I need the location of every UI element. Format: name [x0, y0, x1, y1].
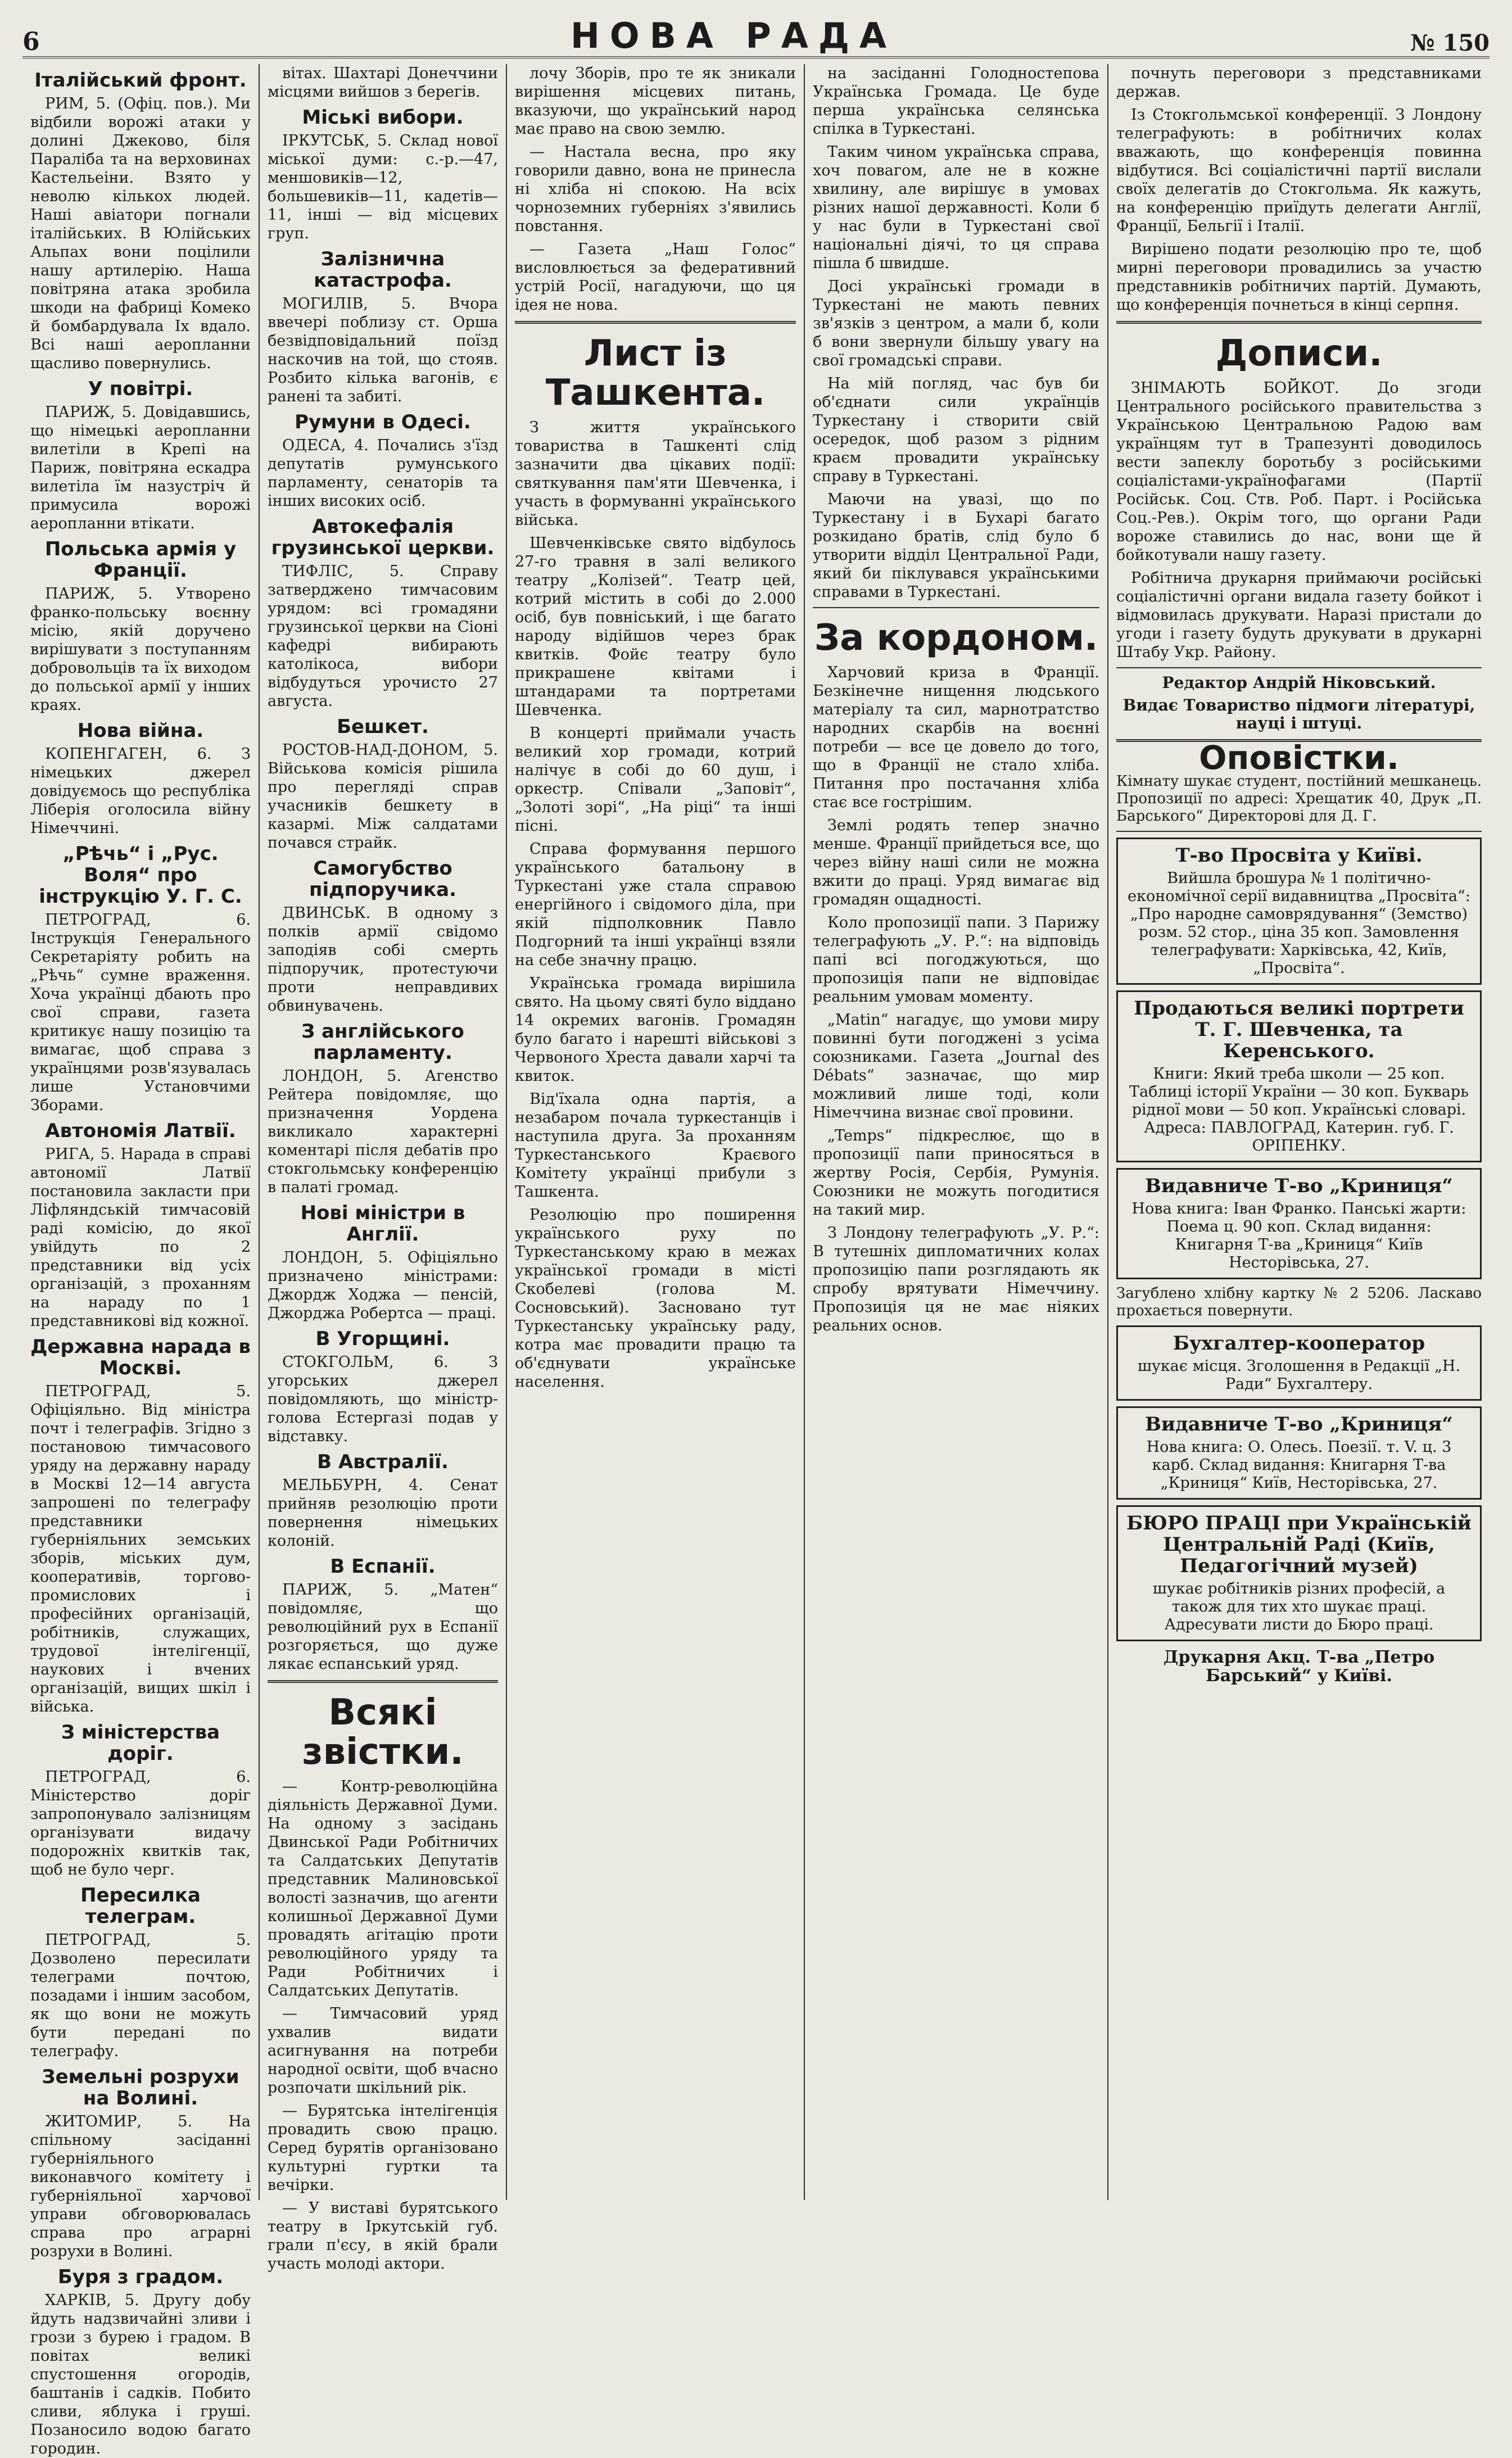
masthead: [22, 12, 1490, 58]
heading-new-war: Нова війна.: [77, 719, 204, 742]
heading-storm: Буря з градом.: [57, 2266, 224, 2288]
divider: [813, 607, 1099, 608]
article-telegram: ПЕТРОГРАД, 5. Дозволено пересилати телеграми почтою, позадами і іншим засобом, як що вони не можуть бути передані по телеграфу.: [30, 1931, 251, 2060]
article-elections: ІРКУТСЬК, 5. Склад нової міської думи: с.-р.—47, меншовиків—12, большевиків—11, кадетів—11, інші — від місцевих груп.: [268, 132, 498, 242]
article-abroad-5: „Temps“ підкреслює, що в пропозиції папи приносяться в жертву Росія, Сербія, Румунія. Союзники не можуть погодитися на такий мир.: [813, 1127, 1099, 1219]
article-letter-6: Від'їхала одна партія, а незабаром почала туркестанців і наступила друга. За проханням Туркестанського Краєвого Комітету українці прибули з Ташкента.: [515, 1090, 796, 1201]
columns: [22, 64, 1490, 2457]
article-letter-1: З життя українського товариства в Ташкенті слід зазначити два цікавих події: святкування пам'яти Шевченка, і участь в формуванні українського війська.: [515, 419, 796, 529]
article-italian-front: РИМ, 5. (Офіц. пов.). Ми відбили ворожі атаки у долині Джеково, біля Параліба та на верховинах Кастельеіни. Взято у неволю кількох людей. Наші авіатори погнали італійських. В Юлійських Альпах вони поцілили нашу артилерію. Наша повітряна атака зробила шкоди на фабриці Комеко й бомбардувала Іх вдало. Всі наші аеропланни щасливо повернулись.: [30, 95, 251, 372]
column-5: [1107, 64, 1490, 2200]
ad-accountant-title: Бухгалтер-кооператор: [1173, 1332, 1425, 1355]
ad-krynytsia-text: Нова книга: Іван Франко. Панські жарти: Поема ц. 90 коп. Склад видання: Книгарня Т-ва „Криниця“ Київ Несторівська, 27.: [1131, 1200, 1466, 1271]
ad-krynytsia: [1116, 1168, 1482, 1279]
newspaper-title: НОВА РАДА: [570, 15, 897, 56]
article-news-3: — Бурятська інтелігенція провадить свою працю. Серед бурятів організовано культурні гуртки та вечірки.: [268, 2102, 498, 2194]
heading-telegram: Пересилка телеграм.: [80, 1884, 201, 1928]
ad-portraits-title: Продаються великі портрети Т. Г. Шевченка, та Керенського.: [1134, 997, 1464, 1062]
divider: [1116, 831, 1482, 832]
ad-room: Кімнату шукає студент, постійний мешканець. Пропозиції по адресі: Хрещатик 40, Друк „П. Барського“ Директорові для Д. Г.: [1116, 773, 1482, 825]
issue-number: № 150: [1410, 30, 1490, 56]
ad-prosvita-title: Т-во Просвіта у Київі.: [1175, 844, 1423, 867]
article-letter-4: Справа формування першого українського батальону в Туркестані уже стала справою енергійного і свідомого діла, при якій підполковник Павло Подгорний та інші українці взяли на себе значну працю.: [515, 840, 796, 969]
heading-georgia: Автокефалія грузинської церкви.: [271, 515, 495, 559]
article-para-2: Досі українські громади в Туркестані не мають певних зв'язків з центром, а мали б, коли б вони звернули більшу увагу на свої громадські справи.: [813, 278, 1099, 369]
article-abroad-6: З Лондону телеграфують „У. Р.“: В тутешніх дипломатичних колах пропозицію папи розглядають як спробу врятувати Німеччину. Пропозиція ця не має ніяких реальних основ.: [813, 1224, 1099, 1334]
ad-lost: Загублено хлібну картку № 2 5206. Ласкаво прохається повернути.: [1116, 1285, 1482, 1319]
article-new-war: КОПЕНГАГЕН, 6. З німецьких джерел довідуємось що республіка Ліберія оголосила війну Німеччині.: [30, 745, 251, 837]
article-dopys-1: ЗНІМАЮТЬ БОЙКОТ. До згоди Центрального російського правительства з Українською Центральною Радою вам українцям тут в Трапезунті доводилось вести запеклу боротьбу з російськими соціалістами-українофагами (Партії Російськ. Соц. Ств. Роб. Парт. і Російська Соц.-Рев.). Окрім того, що органи Ради вороже ставились до нас, вони ще й бойкотували нашу газету.: [1116, 379, 1482, 564]
article-revolt: РОСТОВ-НАД-ДОНОМ, 5. Військова комісія рішила про перегляді справ учасників бешкету в казармі. Між салдатами почався страйк.: [268, 741, 498, 852]
article-abroad-4: „Matin“ нагадує, що умови миру повинні бути погоджені з усіма союзниками. Газета „Journal des Débats“ зазначає, що мир можливий лише тоді, коли Німеччина визнає свої провини.: [813, 1011, 1099, 1121]
article-letter-5: Українська громада вирішила свято. На цьому святі було віддано 14 окремих вагонів. Громадян було багато і нарешті військові з Червоного Хреста давали харчі та квиток.: [515, 975, 796, 1085]
article-top-3: — Газета „Наш Голос“ висловлюється за федеративний устрій Росії, нагадуючи, що ця ідея не нова.: [515, 241, 796, 314]
article-georgia: ТИФЛІС, 5. Справу затверджено тимчасовим урядом: всі громадяни грузинської церкви на Сіоні кафедрі вибирають католікоса, вибори відбудуться урочисто 27 августа.: [268, 563, 498, 710]
publisher-line: Видає Товариство підмоги літературі, науці і штуці.: [1122, 696, 1475, 732]
article-abroad-1: Харчовий криза в Франції. Безкінечне нищення людського матеріалу та сил, марнотратство народних скарбів на воєнні потреби — все це довело до того, що в Франції не стало хліба. Питання про постачання хліба стає все гострішим.: [813, 664, 1099, 811]
article-para-4: Маючи на увазі, що по Туркестану і в Бухарі багато розкидано братів, слід було б утворити відділ Центральної Ради, який би піклувався українськими справами в Туркестані.: [813, 491, 1099, 601]
heading-rail: З міністерства доріг.: [61, 1721, 220, 1765]
heading-catastrophe: Залізнична катастрофа.: [314, 248, 452, 292]
column-2: [259, 64, 506, 2273]
article-ministers: ЛОНДОН, 5. Офіціяльно призначено міністрами: Джордж Ходжа — пенсій, Джорджа Робертса — праці.: [268, 1249, 498, 1322]
heading-elections: Міські вибори.: [302, 106, 464, 129]
ad-krynytsia-title: Видавниче Т-во „Криниця“: [1145, 1175, 1453, 1197]
article-top: лочу Зборів, про те як зникали вирішення місцевих питань, вказуючи, що український народ має право на свою землю.: [515, 65, 796, 138]
editor-line: Редактор Андрій Ніковський.: [1162, 673, 1436, 692]
ad-bureau-title: БЮРО ПРАЦІ при Українській Центральній Раді (Київ, Педагогічний музей): [1126, 1512, 1472, 1577]
heading-italian-front: Італійський фронт.: [34, 69, 247, 92]
article-spain: ПАРИЖ, 5. „Матен“ повідомляє, що революційний рух в Еспанії розгоряється, що дуже лякає еспанський уряд.: [268, 1581, 498, 1673]
heading-spain: В Еспанії.: [330, 1555, 436, 1578]
article-rech: ПЕТРОГРАД, 6. Інструкція Генерального Секретаріяту робить на „Рѣчь“ сумне враження. Хоча українці дбають про свої справи, газета критикує нашу позицію та вимагає, щоб справа з українцями розв'язувалась лише Установчими Зборами.: [30, 911, 251, 1114]
heading-sabotage: Самогубство підпоручика.: [309, 857, 457, 901]
heading-air: У повітрі.: [88, 378, 193, 400]
heading-rech: „Рѣчь“ і „Рус. Воля“ про інструкцію У. Г. С.: [39, 843, 242, 908]
article-top-2: — Настала весна, про яку говорили давно, вона не принесла ні хліба ні спокою. На всіх чорноземних губерніях з'явились повстання.: [515, 143, 796, 235]
ad-krynytsia-2-text: Нова книга: О. Олесь. Поезії. т. V. ц. 3 карб. Склад видання: Книгарня Т-ва „Криниця“ Київ, Несторівська, 27.: [1146, 1438, 1452, 1492]
column-4: [804, 64, 1107, 2200]
ad-bureau: [1116, 1505, 1482, 1641]
article-abroad-3: Коло пропозиції папи. З Парижу телеграфують „У. Р.“: на відповідь папі всі погоджуються, що пропозиція папи не відповідає реальним умовам моменту.: [813, 914, 1099, 1006]
article-rail: ПЕТРОГРАД, 6. Міністерство доріг запропонувало залізницям організувати видачу подорожніх квитків так, щоб не було черг.: [30, 1768, 251, 1878]
divider: [1116, 321, 1482, 324]
article-latvia: РИГА, 5. Нарада в справі автономії Латвії постановила закласти при Ліфляндській тимчасовій раді комісію, до якої увійдуть по 2 представники від усіх організацій, з проханням на нараду по 1 представникові від кожної.: [30, 1146, 251, 1330]
article-para-3: На мій погляд, час був би об'єднати сили українців Туркестану і створити свій осередок, щоб разом з рідним краєм провадити українську справу в Туркестані.: [813, 375, 1099, 485]
heading-moscow: Державна нарада в Москві.: [30, 1336, 251, 1379]
article-air: ПАРИЖ, 5. Довідавшись, що німецькі аеропланни вилетіли в Крепі на Париж, повітряна ескадра вилетіла їм назустріч й примусила ворожі аеропланни втікати.: [30, 404, 251, 532]
heading-abroad: За кордоном.: [814, 617, 1098, 659]
heading-odesa: Румуни в Одесі.: [295, 411, 471, 433]
article-top: почнуть переговори з представниками держав.: [1116, 65, 1482, 101]
article-news-2: — Тимчасовий уряд ухвалив видати асигнування на потреби народної освіти, щоб вчасно розпочати шкільний рік.: [268, 2005, 498, 2097]
article-volyn: ЖИТОМИР, 5. На спільному засіданні губерніяльного виконавчого комітету і губерніяльної харчової управи обговорювалась справа про аграрні розрухи в Волині.: [30, 2113, 251, 2260]
heading-announcements: Оповістки.: [1199, 739, 1399, 777]
article-top: на засіданні Голодностепова Українська Громада. Це буде перша українська селянська спілка в Туркестані.: [813, 65, 1099, 138]
column-1: [22, 64, 259, 2457]
article-polish-army: ПАРИЖ, 5. Утворено франко-польську воєнну місію, якій доручено вирішувати з поступанням добровольців та їх виходом до польської армії у інших краях.: [30, 585, 251, 714]
article-catastrophe: МОГИЛІВ, 5. Вчора ввечері поблизу ст. Орша безвідповідальний поїзд наскочив на той, що стояв. Розбито кілька вагонів, є ранені та забиті.: [268, 295, 498, 405]
article-letter-3: В концерті приймали участь великий хор громади, котрий налічує в собі до 60 душ, і оркестр. Співали „Заповіт“, „Золоті зорі“, „На ріці“ та інші пісні.: [515, 725, 796, 835]
heading-latvia: Автономія Латвії.: [45, 1120, 236, 1142]
printer-footer: Друкарня Акц. Т-ва „Петро Барський“ у Київі.: [1163, 1647, 1435, 1686]
article-dopys-2: Робітнича друкарня приймаючи російські соціалістичні органи видала газету бойкот і відмовилась друкувати. Наразі пристали до угоди і газету будуть друкувати в друкарні Штабу Укр. Району.: [1116, 569, 1482, 661]
column-3: [506, 64, 804, 2200]
ad-prosvita: [1116, 838, 1482, 985]
article-letter-2: Шевченківське свято відбулось 27-го травня в залі великого театру „Колізей“. Театр цей, котрий містить в собі до 2.000 осіб, був повніський, і ще багато народу відійшов через брак квитків. Фойє театру було прикрашене квітами і штандарами та портретами Шевченка.: [515, 535, 796, 719]
article-sabotage: ДВИНСЬК. В одному з полків армії свідомо заподіяв собі смерть підпоручик, протестуючи проти неправдивих обвинувачень.: [268, 904, 498, 1015]
article-hungary: СТОКГОЛЬМ, 6. З угорських джерел повідомляють, що міністр-голова Естергазі подав у відставку.: [268, 1354, 498, 1445]
article-intro: вітах. Шахтарі Донеччини місцями вийшов з берегів.: [268, 65, 498, 101]
ad-prosvita-text: Вийшла брошура № 1 політично-економічної серії видавництва „Просвіта“: „Про народне самоврядування“ (Земство) розм. 52 стор., ціна 35 коп. Замовлення телеграфувати: Харківська, 42, Київ, „Просвіта“.: [1128, 870, 1470, 977]
heading-revolt: Бешкет.: [337, 716, 429, 738]
heading-letter-tashkent: Лист із Ташкента.: [545, 333, 766, 414]
heading-ministers: Нові міністри в Англії.: [300, 1202, 465, 1246]
article-storm: ХАРКІВ, 5. Другу добу йдуть надзвичайні зливи і грози з бурею і градом. В повітах великі спустошення огородів, баштанів і садків. Побито сливи, яблука і груші. Позаносило водою багато городин.: [30, 2292, 251, 2457]
divider: [1116, 667, 1482, 668]
heading-volyn: Земельні розрухи на Волині.: [42, 2066, 239, 2110]
ad-portraits-text: Книги: Який треба школи — 25 коп. Таблиці історії України — 30 коп. Букварь рідної мови — 50 коп. Українські словарі. Адреса: ПАВЛОГРАД, Катерин. губ. Г. ОРІПЕНКУ.: [1129, 1065, 1469, 1155]
article-top-2: Із Стокгольмської конференції. З Лондону телеграфують: в робітничих колах вважають, що конференція повинна відбутися. Всі соціалістичні партії вислали своїх делегатів до Стокгольма. Як кажуть, на конференцію приїдуть делегати Англії, Франції, Бельгії і Італії.: [1116, 106, 1482, 235]
article-australia: МЕЛЬБУРН, 4. Сенат прийняв резолюцію проти повернення німецьких колоній.: [268, 1477, 498, 1550]
article-news-4: — У виставі бурятського театру в Іркутській губ. грали п'єсу, в якій брали участь молоді актори.: [268, 2199, 498, 2273]
article-top-3: Вирішено подати резолюцію про те, щоб мирні переговори провадились за участю представників робітничих партій. Думають, що конференція почнеться в кінці серпня.: [1116, 241, 1482, 314]
article-letter-7: Резолюцію про поширення українського руху по Туркестанському краю в межах української громади в місті Скобелеві (голова М. Сосновський). Засновано тут Туркестанську українську раду, котра має провадити працю та об'єднувати українське населення.: [515, 1206, 796, 1391]
ad-bureau-text: шукає робітників різних професій, а також для тих хто шукає праці. Адресувати листи до Бюро праці.: [1152, 1580, 1446, 1633]
ad-krynytsia-2-title: Видавниче Т-во „Криниця“: [1145, 1413, 1453, 1436]
article-odesa: ОДЕСА, 4. Почались з'їзд депутатів румунського парламенту, сенаторів та інших високих осіб.: [268, 437, 498, 510]
article-news-1: — Контр-революційна діяльність Державної Думи. На одному з засідань Двинської Ради Робітничих та Салдатських Депутатів представник Малиновської волості зазначив, що агенти колишньої Державної Думи провадять агітацію проти революційного уряду та Ради Робітничих і Салдатських Депутатів.: [268, 1778, 498, 1999]
heading-polish-army: Польська армія у Франції.: [44, 538, 237, 582]
heading-hungary: В Угорщині.: [315, 1328, 450, 1350]
article-abroad-2: Землі родять тепер значно менше. Франції прийдеться все, що через війну наші сили не можна вжити до праці. Уряд вимагає від громадян ощадності.: [813, 817, 1099, 908]
heading-dopysy: Дописи.: [1215, 333, 1383, 374]
ad-portraits: [1116, 990, 1482, 1162]
divider: [268, 1680, 498, 1683]
article-parliament: ЛОНДОН, 5. Агенство Рейтера повідомляє, що призначення Уордена викликало характерні коментарі після дебатів про стокгольмську конференцію в палаті громад.: [268, 1067, 498, 1196]
article-moscow: ПЕТРОГРАД, 5. Офіціяльно. Від міністра почт і телеграфів. Згідно з постановою тимчасового уряду на державну нараду в Москві 12—14 августа запрошені по телеграфу представники губерніяльних земських зборів, міських дум, кооперативів, торгово-промислових і професійних організацій, робітників, служащих, трудової інтелігенції, наукових і вчених організацій, вищих шкіл і війська.: [30, 1383, 251, 1715]
heading-australia: В Австралії.: [317, 1451, 449, 1473]
heading-parliament: З англійського парламенту.: [301, 1020, 464, 1064]
ad-krynytsia-2: [1116, 1406, 1482, 1500]
page-number: 6: [22, 28, 40, 56]
ad-accountant-text: шукає місця. Зголошення в Редакції „Н. Ради“ Бухгалтеру.: [1137, 1357, 1461, 1393]
divider: [515, 321, 796, 324]
article-para-1: Таким чином українська справа, хоч повагом, але не в кожне хвилину, але вирішує в умовах різних нашої державності. Коли б у нас були в Туркестані свої національні діячі, то ця справа пішла б швидше.: [813, 143, 1099, 272]
heading-various-news: Всякі звістки.: [302, 1692, 464, 1773]
ad-accountant: [1116, 1325, 1482, 1401]
